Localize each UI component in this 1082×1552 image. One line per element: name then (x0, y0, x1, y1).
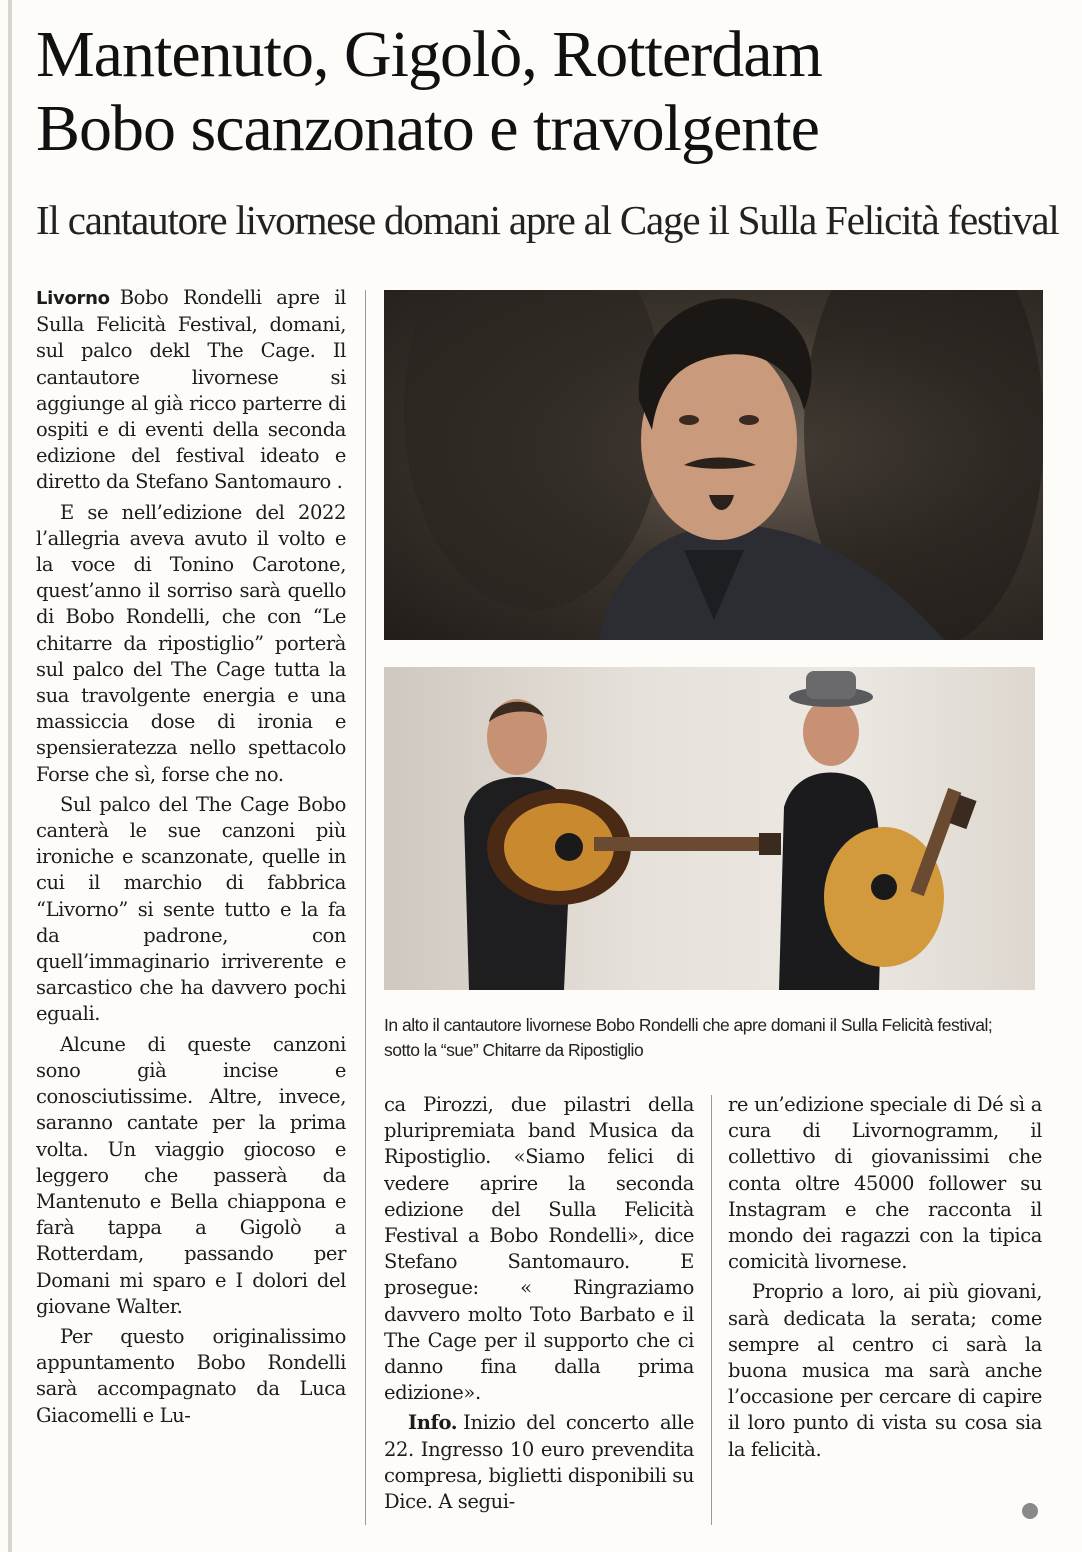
article-column-1 (36, 285, 346, 1433)
musicians-illustration (384, 667, 1035, 990)
paragraph: re un’edizione speciale di Dé sì a cura di Livornogramm, il collettivo di giovanissimi che conta oltre 45000 follower su Instagram e che racconta il mondo dei ragazzi con la tipica comicità livornese. (728, 1093, 1042, 1274)
dateline: Livorno (36, 288, 110, 309)
article-column-2 (384, 1092, 694, 1519)
photo-chitarre-da-ripostiglio (384, 667, 1035, 990)
paragraph (36, 285, 346, 496)
portrait-illustration (384, 290, 1043, 640)
photo-bobo-rondelli-portrait (384, 290, 1043, 640)
headline (36, 18, 1066, 166)
paragraph-text: Inizio del concerto alle 22. Ingresso 10 euro prevendita compresa, biglietti disponibili su Dice. A segui- (384, 1411, 694, 1514)
photo-caption: In alto il cantautore livornese Bobo Rondelli che apre domani il Sulla Felicità festival; sotto la “sue” Chitarre da Ripostiglio (384, 1015, 993, 1060)
page-edge-rule (8, 0, 12, 1552)
info-label: Info. (408, 1411, 458, 1435)
headline-line-2: Bobo scanzonato e travolgente (36, 92, 819, 165)
paragraph-text: Bobo Rondelli apre il Sulla Felicità Festival, domani, sul palco dekl The Cage. Il cantautore livornese si aggiunge al già ricco parterre di ospiti e di eventi della seconda edizione del festival ideato e diretto da Stefano Santomauro . (36, 286, 346, 494)
paragraph: Per questo originalissimo appuntamento Bobo Rondelli sarà accompagnato da Luca Giacomelli e Lu- (36, 1324, 346, 1427)
column-divider (711, 1095, 712, 1525)
column-divider (365, 290, 366, 1525)
article-column-3 (728, 1092, 1042, 1467)
paragraph (384, 1410, 694, 1515)
subheadline: Il cantautore livornese domani apre al Cage il Sulla Felicità festival (36, 197, 1059, 243)
paragraph: ca Pirozzi, due pilastri della pluripremiata band Musica da Ripostiglio. «Siamo felici di vedere aprire la seconda edizione del Sulla Felicità Festival a Bobo Rondelli», dice Stefano Santomauro. E prosegue: « Ringraziamo davvero molto Toto Barbato e il The Cage per il supporto che ci danno fina dalla prima edizione». (384, 1093, 694, 1405)
headline-line-1: Mantenuto, Gigolò, Rotterdam (36, 18, 822, 91)
paragraph: Proprio a loro, ai più giovani, sarà dedicata la serata; come sempre al centro ci sarà la buona musica ma sarà anche l’occasione per cercare di capire il loro punto di vista su cosa sia la felicità. (728, 1280, 1042, 1461)
paragraph: E se nell’edizione del 2022 l’allegria aveva avuto il volto e la voce di Tonino Carotone, quest’anno il sorriso sarà quello di Bobo Rondelli, che con “Le chitarre da ripostiglio” porterà sul palco del The Cage tutta la sua travolgente energia e una massiccia dose di ironia e spensieratezza nello spettacolo Forse che sì, forse che no. (36, 500, 346, 786)
paragraph: Sul palco del The Cage Bobo canterà le sue canzoni più ironiche e scanzonate, quelle in cui il marchio di fabbrica “Livorno” si sente tutto e la fa da padrone, con quell’immaginario irriverente e sarcastico che ha davvero pochi eguali. (36, 792, 346, 1026)
end-of-article-dot (1022, 1503, 1038, 1519)
paragraph: Alcune di queste canzoni sono già incise e conosciutissime. Altre, invece, saranno cantate per la prima volta. Un viaggio giocoso e leggero che passerà da Mantenuto e Bella chiappona e farà tappa a Gigolò a Rotterdam, passando per Domani mi sparo e I dolori del giovane Walter. (36, 1032, 346, 1318)
